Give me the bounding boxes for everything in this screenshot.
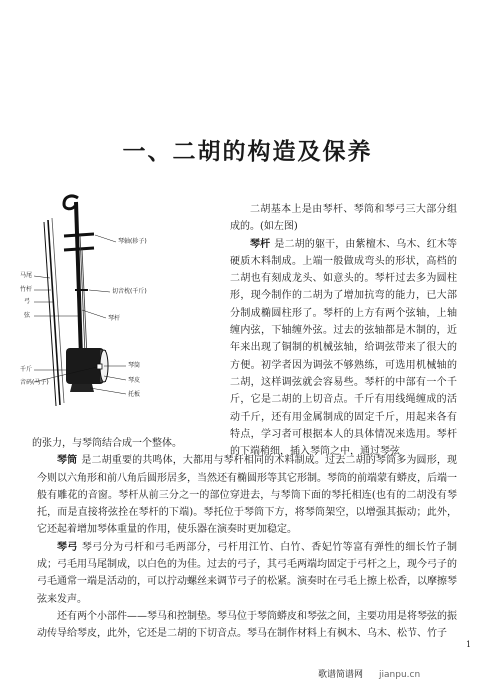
page-number: 1 [466, 640, 472, 649]
qintong-term: 琴筒 [57, 455, 78, 467]
qintong-paragraph [37, 452, 457, 538]
label-qingan: 琴杆 [108, 315, 121, 322]
erhu-figure [20, 190, 220, 415]
erhu-illustration [20, 190, 220, 415]
qingan-body: 是二胡的躯干，由紫檀木、乌木、红木等硬质木料制成。上端一般做成弯头的形状，高档的二胡也有刻成龙头、如意头的。琴杆过去多为圆柱形，现今制作的二胡为了增加抗弯的能力，已大部分制成椭圆柱形了。琴杆的上方有两个弦轴，上轴缠内弦，下轴缠外弦。过去的弦轴都是木制的，近年来出现了铜制的机械弦轴，给调弦带来了很大的方便。初学者因为调弦不够熟练，可选用机械轴的二胡，这样调弦就会容易些。琴杆的中部有一个千斤，它是二胡的上切音点。千斤有用线绳缠成的活动千斤，还有用金属制成的固定千斤，用起来各有特点，学习者可根据本人的具体情况来选用。琴杆的下端稍细，插入琴筒之中，通过琴弦 [230, 238, 458, 458]
label-qinzhou-zuo: 切音枕(千斤) [112, 288, 147, 295]
right-column-text [230, 201, 457, 460]
last-paragraph: 还有两个小部件——琴马和控制垫。琴马位于琴筒蟒皮和琴弦之间，主要功用是将琴弦的振动传导给琴皮，此外，它还是二胡的下切音点。琴马在制作材料上有枫木、乌木、松节、竹子 [37, 610, 457, 640]
intro-paragraph: 二胡基本上是由琴杆、琴筒和琴弓三大部分组成的。(如左图) [230, 204, 457, 233]
label-maowei: 马尾 [20, 272, 33, 279]
footer-watermark [318, 666, 483, 684]
label-qinma: 音码(马子) [20, 379, 49, 386]
label-zhugan: 竹杆 [20, 286, 33, 293]
qingong-body: 琴弓分为弓杆和弓毛两部分，弓杆用江竹、白竹、香妃竹等富有弹性的细长竹子制成；弓毛用马尾制成，以白色的为佳。过去的弓子，其弓毛两端均固定于弓杆之上，现今弓子的弓毛通常一端是活动的，可以拧动螺丝来调节弓子的松紧。演奏时在弓毛上擦上松香，以摩擦琴弦来发声。 [37, 541, 458, 605]
footer-brand: 歌谱简谱网 [318, 670, 364, 680]
qingong-paragraph [37, 539, 457, 608]
label-qinzhou: 琴轴(轸子) [118, 238, 147, 245]
label-qinpi: 琴皮 [128, 377, 141, 384]
qingong-term: 琴弓 [57, 541, 78, 553]
page-title: 一、二胡的构造及保养 [122, 138, 373, 165]
label-qingong: 弓 [24, 298, 31, 305]
qingan-paragraph [230, 236, 457, 461]
continuation-line: 的张力，与琴筒结合成一个整体。 [32, 438, 182, 449]
label-tuokou: 托板 [128, 391, 141, 398]
label-xuan: 弦 [24, 312, 31, 319]
qingan-term: 琴杆 [250, 238, 271, 250]
label-qintong: 琴筒 [128, 362, 141, 369]
label-qianjin: 千斤 [20, 366, 33, 373]
footer-site: jianpu.cn [379, 670, 421, 680]
qintong-body: 是二胡重要的共鸣体，大都用与琴杆相同的木料制成。过去二胡的琴筒多为圆形，现今则以六角形和前八角后圆形居多，当然还有椭圆形等其它形制。琴筒的前端蒙有蟒皮，后端一般有雕花的音窗。琴杆从前三分之一的部位穿进去，与琴筒下面的琴托相连(也有的二胡没有琴托，而是直接将弦拴在琴杆的下端)。琴托位于琴筒下方，将琴筒架空，以增强其振动；此外，它还起着增加琴体重量的作用，使乐器在演奏时更加稳定。 [37, 455, 458, 536]
full-width-text [32, 435, 458, 643]
